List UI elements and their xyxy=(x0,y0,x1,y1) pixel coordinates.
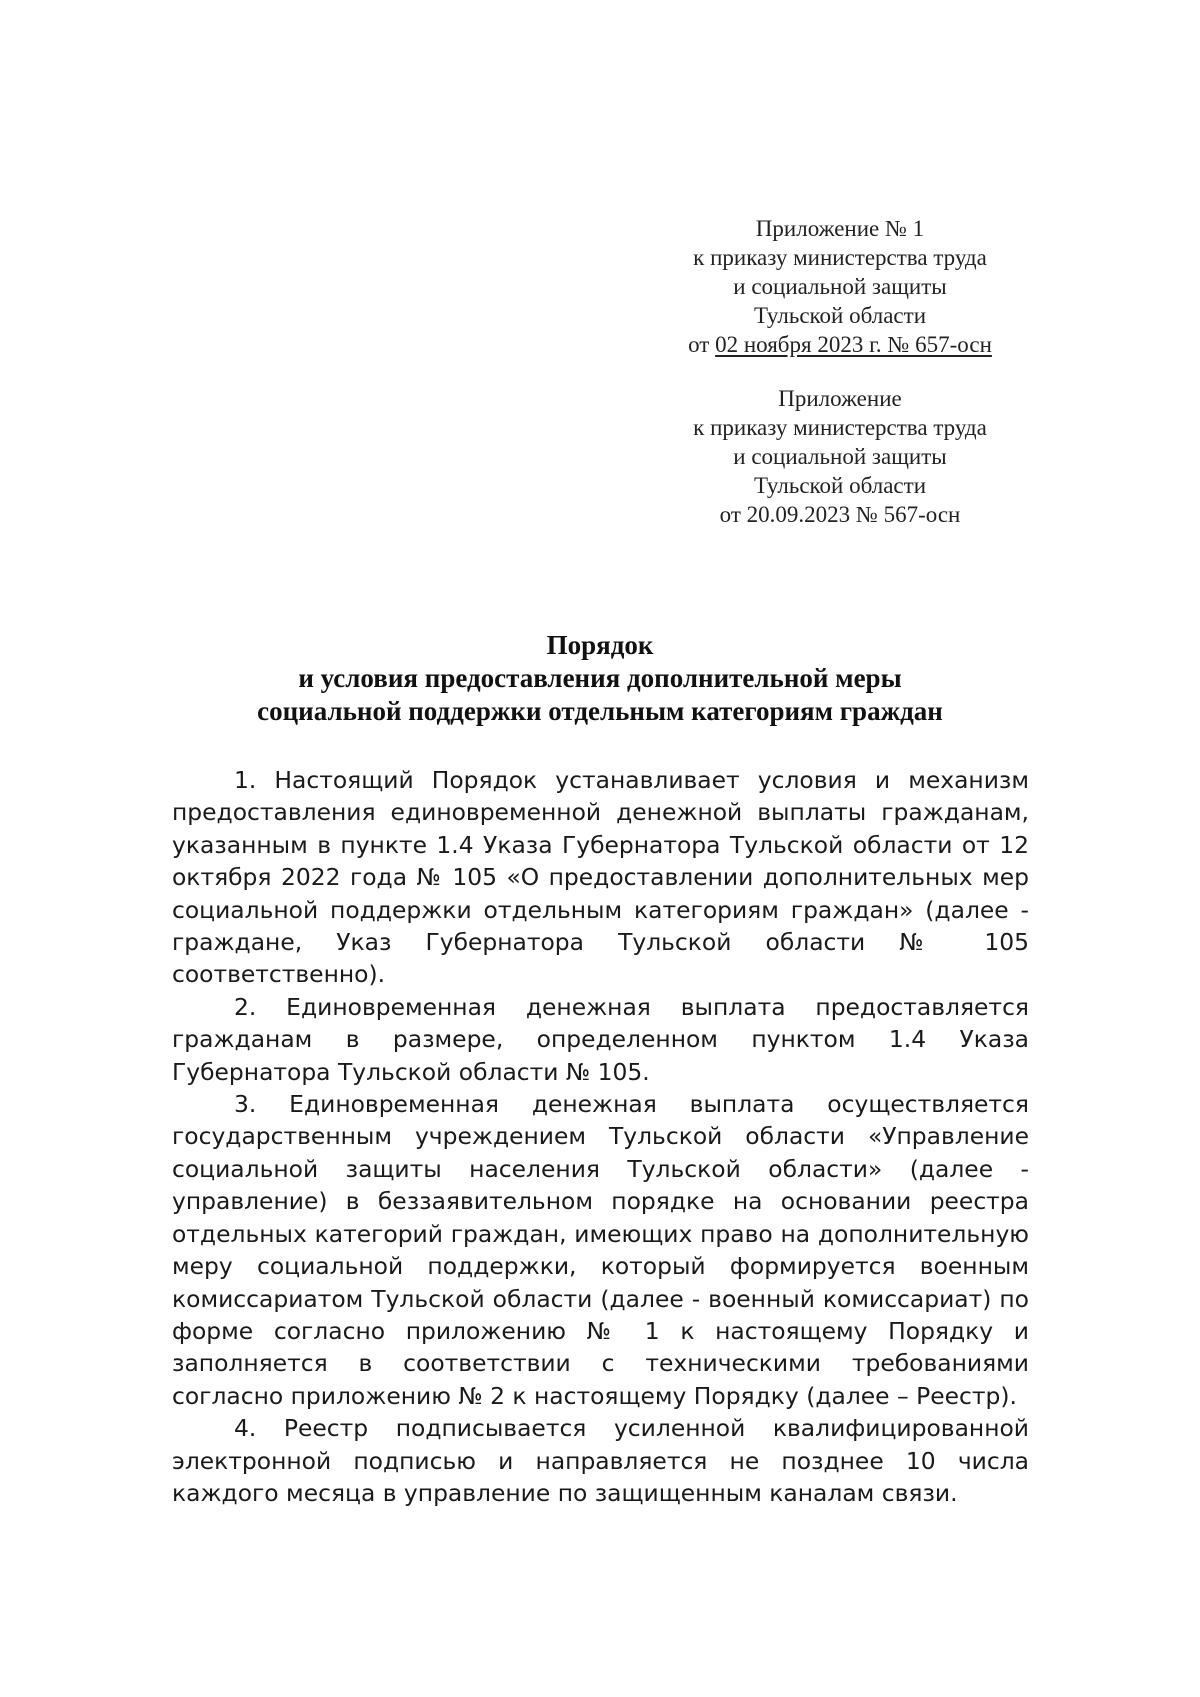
title-line-1: Порядок xyxy=(546,630,654,660)
annex-current-line-4: Тульской области xyxy=(753,303,927,328)
paragraph-2: 2. Единовременная денежная выплата предоставляется гражданам в размере, определенном пунктом 1.4 Указа Губернатора Тульской области № 105. xyxy=(172,992,1029,1086)
annex-current-line-1: Приложение № 1 xyxy=(755,216,925,241)
paragraph-3: 3. Единовременная денежная выплата осуществляется государственным учреждением Тульской области «Управление социальной защиты населения Тульской области» (далее - управление) в беззаявительном порядке на основании реестра отдельных категорий граждан, имеющих право на дополнительную меру социальной поддержки, который формируется военным комиссариатом Тульской области (далее - военный комиссариат) по форме согласно приложению № 1 к настоящему Порядку и заполняется в соответствии с техническими требованиями согласно приложению № 2 к настоящему Порядку (далее – Реестр). xyxy=(172,1090,1029,1410)
title-line-2: и условия предоставления дополнительной меры xyxy=(298,663,902,693)
document-title xyxy=(170,629,1030,728)
annex-current-date-prefix: от xyxy=(688,332,716,357)
annex-previous-line-2: к приказу министерства труда xyxy=(693,415,987,440)
annex-current-line-5 xyxy=(660,330,1020,359)
annex-current-line-2: к приказу министерства труда xyxy=(693,245,987,270)
paragraph-1: 1. Настоящий Порядок устанавливает условия и механизм предоставления единовременной денежной выплаты гражданам, указанным в пункте 1.4 Указа Губернатора Тульской области от 12 октября 2022 года № 105 «О предоставлении дополнительных мер социальной поддержки отдельным категориям граждан» (далее - граждане, Указ Губернатора Тульской области № 105 соответственно). xyxy=(172,766,1029,989)
annex-current-line-3: и социальной защиты xyxy=(733,274,947,299)
title-line-3: социальной поддержки отдельным категориям граждан xyxy=(257,696,943,726)
annex-header-previous xyxy=(660,384,1020,529)
annex-header-current xyxy=(660,214,1020,359)
annex-previous-line-1: Приложение xyxy=(778,386,902,411)
paragraph-4: 4. Реестр подписывается усиленной квалифицированной электронной подписью и направляется не позднее 10 числа каждого месяца в управление по защищенным каналам связи. xyxy=(172,1414,1029,1507)
annex-previous-line-3: и социальной защиты xyxy=(733,444,947,469)
annex-previous-line-4: Тульской области xyxy=(753,473,927,498)
annex-previous-line-5: от 20.09.2023 № 567-осн xyxy=(719,502,961,527)
annex-current-date: 02 ноября 2023 г. № 657-осн xyxy=(715,332,992,357)
document-body xyxy=(172,764,1029,1509)
